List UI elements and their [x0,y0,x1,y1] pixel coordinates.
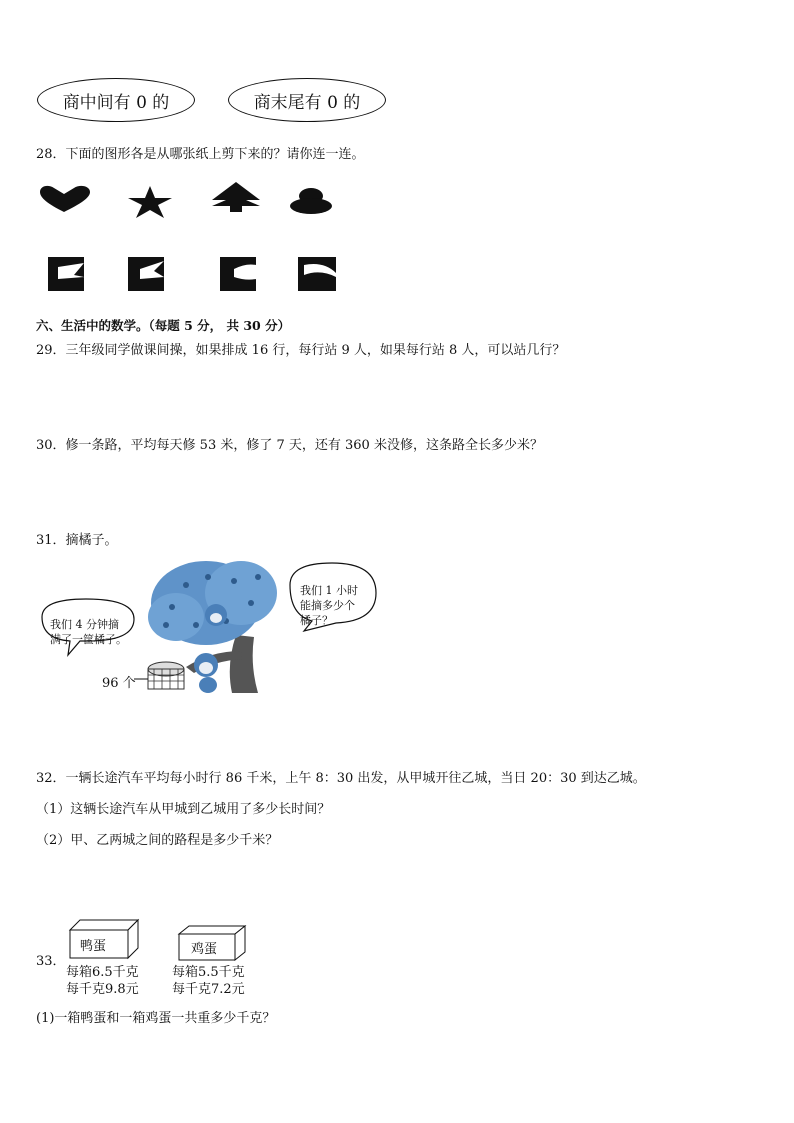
speech-bubble-right [300,583,358,628]
bubble-line: 能摘多少个 [300,599,355,612]
question-30: 30．修一条路，平均每天修 53 米，修了 7 天，还有 360 米没修，这条路全长多少米？ [36,438,543,453]
box-label: 鸭蛋 [80,939,107,954]
question-32: 32．一辆长途汽车平均每小时行 86 千米，上午 8：30 出发，从甲城开往乙城，当日 20：30 到达乙城。 [36,771,646,786]
duck-egg-box [66,918,146,962]
orange-picking-illustration [36,555,386,695]
paper-cut-4-icon [298,257,336,291]
bubble-line: 我们 1 小时 [300,584,358,597]
cut-shapes-row [36,182,346,222]
question-29: 29．三年级同学做课间操，如果排成 16 行，每行站 9 人，如果每行站 8 人，可以站几行？ [36,343,566,358]
basket-label: 96 个 [102,676,136,691]
question-33-sub-1: (1)一箱鸭蛋和一箱鸡蛋一共重多少千克？ [36,1011,276,1026]
oval-middle-zero [37,78,195,122]
duck-egg-info [66,964,139,998]
speech-bubble-left [50,617,127,647]
question-31: 31．摘橘子。 [36,533,118,548]
box-weight: 每箱6.5千克 [66,965,139,980]
chicken-egg-info [172,964,245,998]
oval-label: 商末尾有 0 的 [253,92,361,113]
paper-shapes-row [44,255,344,295]
box-price: 每千克9.8元 [66,982,139,997]
paper-cut-2-icon [128,257,164,291]
paper-cut-1-icon [48,257,84,291]
section-6-heading: 六、生活中的数学。（每题 5 分， 共 30 分） [36,318,291,333]
tree-icon [212,182,260,212]
chicken-egg-box [175,924,255,964]
question-32-sub-2: （2）甲、乙两城之间的路程是多少千米？ [36,833,279,848]
star-icon [128,186,172,218]
box-label: 鸡蛋 [191,942,218,957]
box-price: 每千克7.2元 [172,982,245,997]
oval-end-zero [228,78,386,122]
paper-cut-3-icon [220,257,256,291]
bubble-line: 满了一筐橘子。 [50,633,127,646]
bubble-line: 我们 4 分钟摘 [50,618,119,631]
question-28: 28．下面的图形各是从哪张纸上剪下来的？请你连一连。 [36,147,365,162]
question-33-number: 33． [36,954,66,969]
heart-icon [40,186,90,212]
bubble-line: 橘子？ [300,614,333,627]
cloud-icon [290,188,332,214]
oval-label: 商中间有 0 的 [62,92,170,113]
question-32-sub-1: （1）这辆长途汽车从甲城到乙城用了多少长时间？ [36,802,331,817]
box-weight: 每箱5.5千克 [172,965,245,980]
